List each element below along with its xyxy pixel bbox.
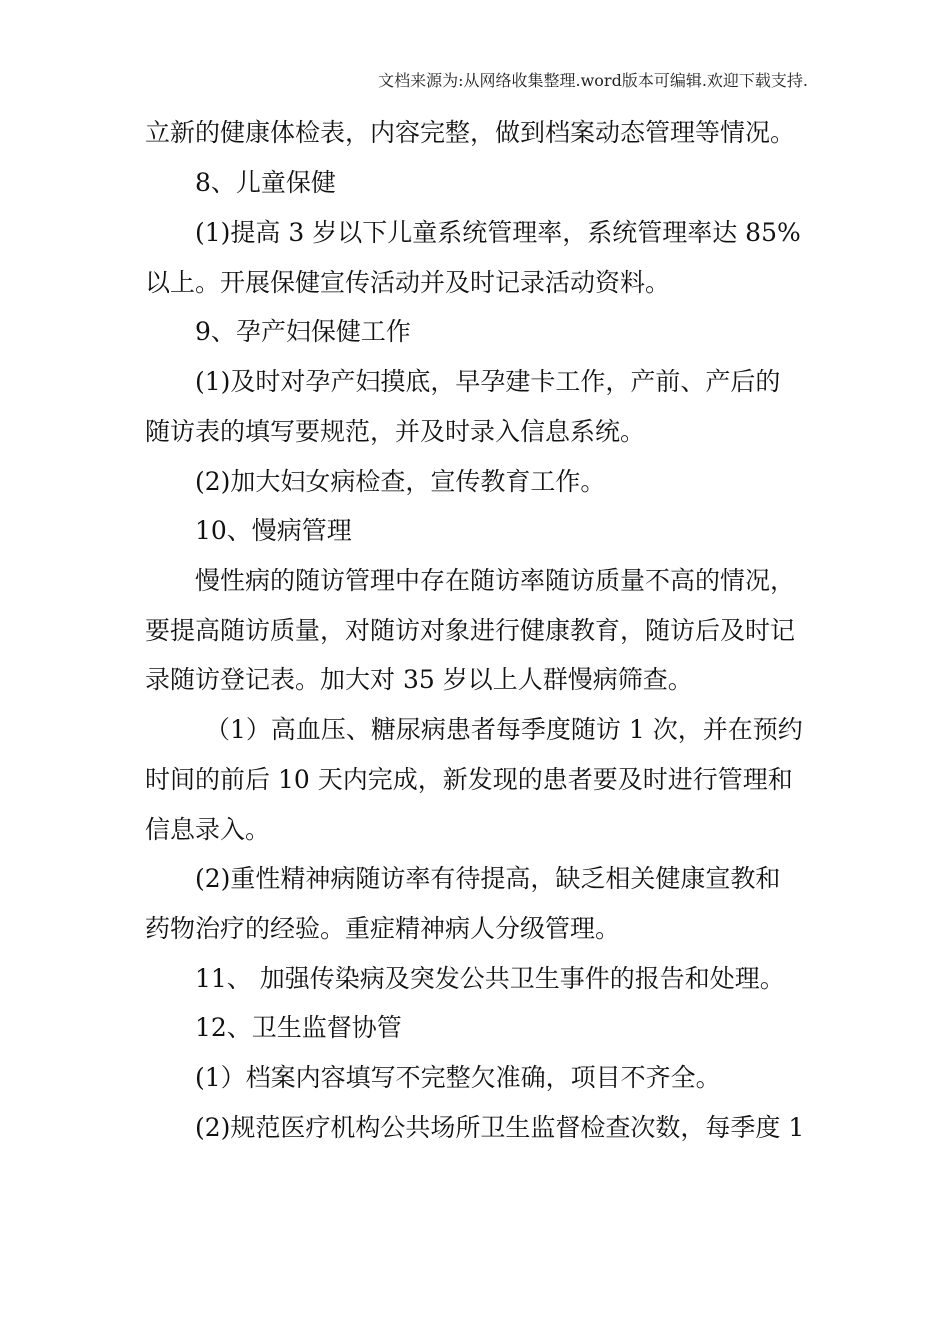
text-line-child-health-1a: (1)提高 3 岁以下儿童系统管理率，系统管理率达 85% — [195, 218, 801, 247]
text-line-supervision-1: (1）档案内容填写不完整欠准确，项目不齐全。 — [195, 1063, 721, 1092]
text-line-chronic-b: 要提高随访质量，对随访对象进行健康教育，随访后及时记 — [145, 616, 796, 645]
text-line-maternal-2: (2)加大妇女病检查，宣传教育工作。 — [195, 467, 606, 496]
text-line-chronic-2b: 药物治疗的经验。重症精神病人分级管理。 — [145, 914, 621, 943]
text-line-chronic-1b: 时间的前后 10 天内完成，新发现的患者要及时进行管理和 — [145, 765, 793, 794]
section-heading-health-supervision: 12、卫生监督协管 — [195, 1013, 402, 1042]
text-line-intro-continuation: 立新的健康体检表，内容完整，做到档案动态管理等情况。 — [145, 118, 796, 147]
text-line-maternal-1a: (1)及时对孕产妇摸底，早孕建卡工作，产前、产后的 — [195, 367, 781, 396]
text-line-chronic-2a: (2)重性精神病随访率有待提高，缺乏相关健康宣教和 — [195, 864, 781, 893]
text-line-chronic-1c: 信息录入。 — [145, 815, 271, 844]
text-line-chronic-1a: （1）高血压、糖尿病患者每季度随访 1 次，并在预约 — [205, 715, 803, 744]
section-heading-maternal-health: 9、孕产妇保健工作 — [195, 317, 411, 346]
text-line-chronic-c: 录随访登记表。加大对 35 岁以上人群慢病筛查。 — [145, 665, 693, 694]
text-line-maternal-1b: 随访表的填写要规范，并及时录入信息系统。 — [145, 417, 646, 446]
text-line-child-health-1b: 以上。开展保健宣传活动并及时记录活动资料。 — [145, 268, 671, 297]
text-line-supervision-2: (2)规范医疗机构公共场所卫生监督检查次数，每季度 1 — [195, 1113, 805, 1142]
text-line-chronic-a: 慢性病的随访管理中存在随访率随访质量不高的情况， — [195, 566, 796, 595]
source-note-header: 文档来源为:从网络收集整理.word版本可编辑.欢迎下载支持. — [378, 71, 808, 90]
section-heading-chronic-disease: 10、慢病管理 — [195, 516, 352, 545]
section-heading-infectious-disease: 11、 加强传染病及突发公共卫生事件的报告和处理。 — [195, 964, 785, 993]
section-heading-child-health: 8、儿童保健 — [195, 168, 336, 197]
